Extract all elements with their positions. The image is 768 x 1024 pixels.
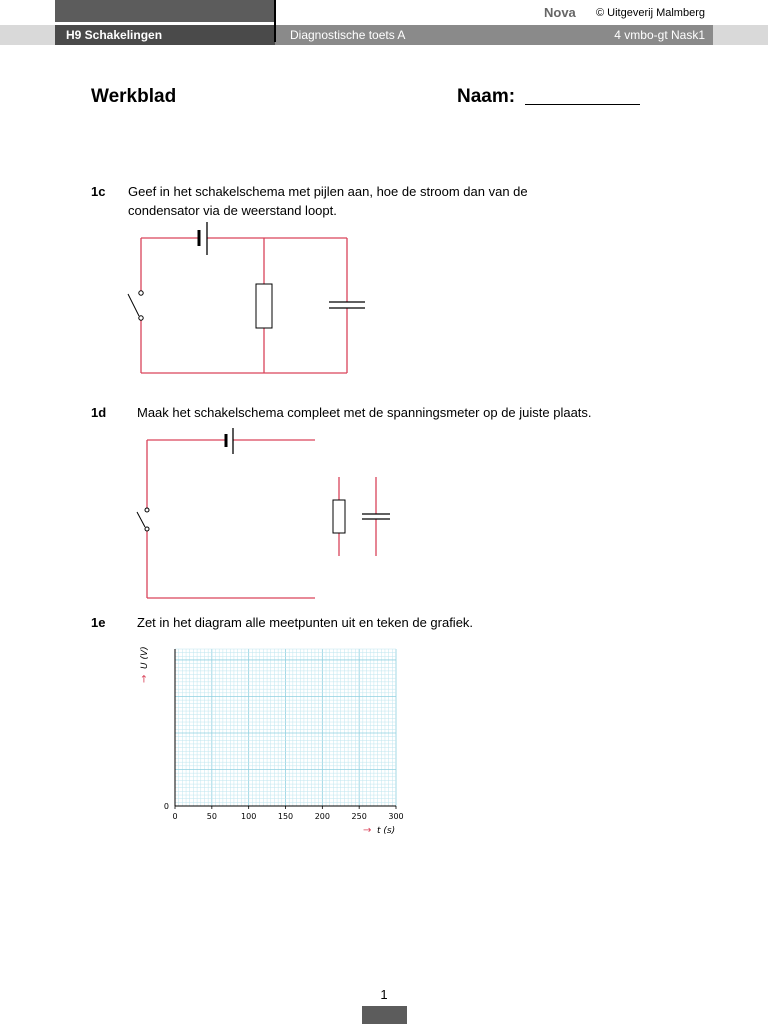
chart-y-ticks (164, 802, 169, 811)
brand-logo: Nova (544, 5, 576, 20)
question-text-1e: Zet in het diagram alle meetpunten uit en teken de grafiek. (137, 615, 474, 630)
header-chapter: H9 Schakelingen (66, 28, 163, 42)
chart-y-label (139, 646, 150, 683)
x-tick-label: 300 (388, 812, 404, 821)
footer-tab (362, 1006, 407, 1024)
copyright: © Uitgeverij Malmberg (596, 7, 705, 19)
y-tick-label: 0 (163, 802, 169, 811)
x-tick-label: 50 (206, 812, 217, 821)
x-tick-label: 0 (172, 812, 178, 821)
question-number-1c: 1c (91, 184, 106, 199)
chart-x-ticks (172, 806, 403, 821)
question-text-1c-line1: Geef in het schakelschema met pijlen aan, hoe de stroom dan van de (128, 184, 528, 199)
question-text-1d: Maak het schakelschema compleet met de spanningsmeter op de juiste plaats. (137, 405, 592, 420)
page-number: 1 (380, 987, 388, 1002)
x-axis-label: t (s) (377, 826, 396, 836)
question-text-1c-line2: condensator via de weerstand loopt. (128, 203, 337, 218)
x-tick-label: 150 (277, 812, 294, 821)
x-tick-label: 100 (241, 812, 257, 821)
worksheet-title: Werkblad (91, 86, 177, 107)
question-number-1d: 1d (91, 405, 107, 420)
y-axis-label: U (V) (140, 646, 150, 669)
question-number-1e: 1e (91, 615, 106, 630)
x-tick-label: 200 (314, 812, 330, 821)
header-level: 4 vmbo-gt Nask1 (614, 28, 705, 42)
header-test-name: Diagnostische toets A (290, 28, 406, 42)
chart-grid (175, 649, 396, 806)
chart-x-label (363, 825, 395, 836)
name-label: Naam: (457, 86, 516, 107)
y-axis-arrow-icon: → (139, 674, 150, 683)
x-tick-label: 250 (351, 812, 367, 821)
x-axis-arrow-icon: → (363, 825, 372, 836)
